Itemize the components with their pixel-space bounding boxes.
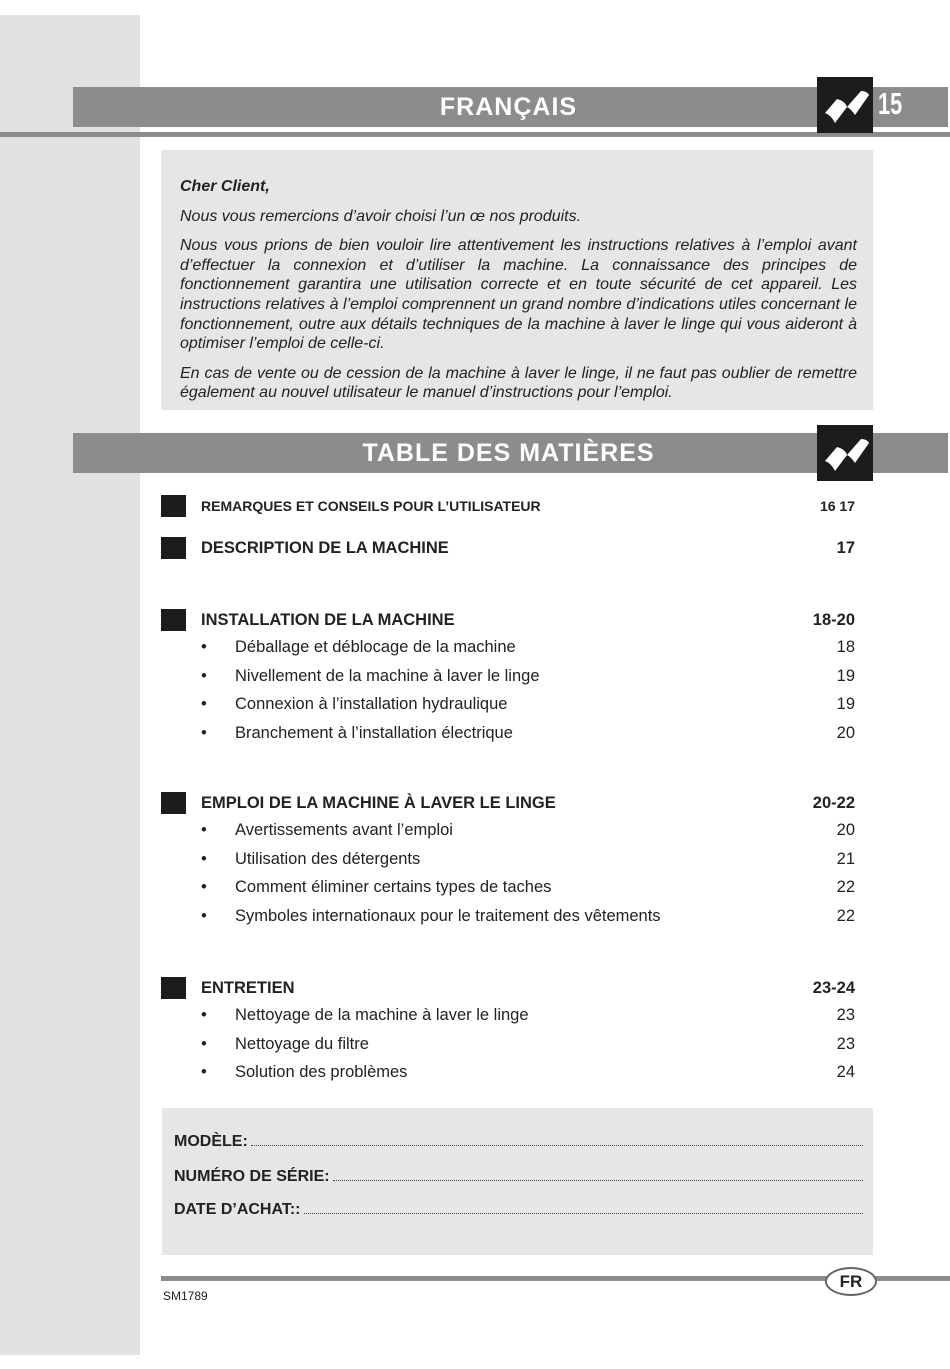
toc-section-pages: 16 17 [819, 498, 855, 514]
toc-item-label: Avertissements avant l’emploi [235, 821, 453, 839]
left-margin-strip [0, 15, 140, 1355]
toc-item-label: Solution des problèmes [235, 1063, 408, 1081]
language-badge: FR [825, 1267, 877, 1296]
serial-field[interactable] [174, 1168, 863, 1186]
bullet: • [201, 723, 207, 742]
toc-item-page: 23 [836, 1006, 855, 1024]
book-icon [817, 425, 873, 481]
serial-label: NUMÉRO DE SÉRIE: [174, 1168, 330, 1185]
toc-item[interactable] [201, 1063, 855, 1085]
toc-item[interactable] [201, 850, 855, 872]
toc-item-page: 20 [836, 723, 855, 742]
bullet: • [201, 906, 207, 925]
header-rule [0, 132, 950, 137]
toc-item-page: 20 [836, 821, 855, 839]
bullet: • [201, 638, 207, 656]
toc-item-label: Nettoyage du filtre [235, 1034, 369, 1053]
toc-item[interactable] [201, 1035, 855, 1057]
bullet: • [201, 1006, 207, 1024]
intro-paragraph: Nous vous prions de bien vouloir lire attentivement les instructions relatives à l’emploi avant d’effectuer la connexion et d’utiliser la machine. La connaissance des principes de fonctionnement garantira une utilisation correcte et en toute sécurité de cet appareil. Les instructions relatives à l’emploi comprennent un grand nombre d’indications utiles concernant le fonctionnement, outre aux détails techniques de la machine à laver le linge qui vous aideront à optimiser l’emploi de celle-ci. [180, 237, 857, 353]
toc-section[interactable] [161, 609, 855, 633]
toc-item[interactable] [201, 878, 855, 900]
toc-section[interactable] [161, 537, 855, 561]
wrench-icon [161, 609, 186, 631]
model-field[interactable] [174, 1133, 863, 1151]
toc-item-label: Nivellement de la machine à laver le linge [235, 666, 540, 685]
greeting: Cher Client, [180, 178, 270, 195]
toc-item-label: Nettoyage de la machine à laver le linge [235, 1006, 529, 1024]
toc-section[interactable] [161, 977, 855, 1001]
model-label: MODÈLE: [174, 1133, 248, 1150]
toc-item-page: 22 [836, 906, 855, 925]
intro-paragraph: Nous vous remercions d’avoir choisi l’un œ nos produits. [180, 207, 582, 225]
toc-item-page: 24 [836, 1063, 855, 1081]
bullet: • [201, 1034, 207, 1053]
toc-item[interactable] [201, 821, 855, 843]
toc-section-title: DESCRIPTION DE LA MACHINE [201, 539, 449, 557]
toc-item[interactable] [201, 638, 855, 660]
toc-item-page: 21 [836, 849, 855, 868]
book-icon [161, 495, 186, 517]
toc-item-label: Utilisation des détergents [235, 849, 421, 868]
purchase-date-field[interactable] [174, 1201, 863, 1219]
toc-item-label: Comment éliminer certains types de taches [235, 878, 552, 896]
toc-item[interactable] [201, 1006, 855, 1028]
product-info-form [162, 1108, 873, 1255]
bullet: • [201, 821, 207, 839]
toc-section-pages: 17 [836, 539, 855, 557]
toc-item-label: Branchement à l’installation électrique [235, 723, 513, 742]
hand-icon [161, 792, 186, 814]
toc-item-page: 18 [836, 638, 855, 656]
cleaning-icon [161, 977, 186, 999]
toc-item-page: 22 [836, 878, 855, 896]
toc-section-title: EMPLOI DE LA MACHINE À LAVER LE LINGE [201, 794, 556, 812]
toc-section-title: REMARQUES ET CONSEILS POUR L’UTILISATEUR [201, 498, 541, 514]
page-number: 15 [878, 86, 903, 121]
book-icon [161, 537, 186, 559]
book-icon [817, 77, 873, 133]
toc-section-title: ENTRETIEN [201, 979, 295, 997]
document-code: SM1789 [163, 1289, 208, 1303]
toc-section-title: INSTALLATION DE LA MACHINE [201, 611, 455, 629]
toc-item-page: 19 [836, 695, 855, 713]
language-title: FRANÇAIS [439, 93, 578, 121]
toc-item-label: Symboles internationaux pour le traitement des vêtements [235, 906, 661, 925]
toc-item[interactable] [201, 724, 855, 746]
toc-item-label: Connexion à l’installation hydraulique [235, 695, 508, 713]
bullet: • [201, 695, 207, 713]
date-label: DATE D’ACHAT:: [174, 1201, 301, 1218]
toc-section[interactable] [161, 495, 855, 519]
toc-section-pages: 18-20 [812, 611, 855, 629]
intro-paragraph: En cas de vente ou de cession de la machine à laver le linge, il ne faut pas oublier de remettre également au nouvel utilisateur le manuel d’instructions pour l’emploi. [180, 364, 857, 402]
toc-item-page: 19 [836, 666, 855, 685]
intro-box [161, 150, 873, 410]
toc-section-pages: 20-22 [812, 794, 855, 812]
toc-item[interactable] [201, 907, 855, 929]
bullet: • [201, 849, 207, 868]
toc-title: TABLE DES MATIÈRES [362, 439, 655, 467]
toc-item[interactable] [201, 667, 855, 689]
toc-item-page: 23 [836, 1034, 855, 1053]
toc-item[interactable] [201, 695, 855, 717]
toc-section[interactable] [161, 792, 855, 816]
toc-item-label: Déballage et déblocage de la machine [235, 638, 516, 656]
bullet: • [201, 666, 207, 685]
toc-section-pages: 23-24 [812, 979, 855, 997]
bullet: • [201, 878, 207, 896]
bullet: • [201, 1063, 207, 1081]
